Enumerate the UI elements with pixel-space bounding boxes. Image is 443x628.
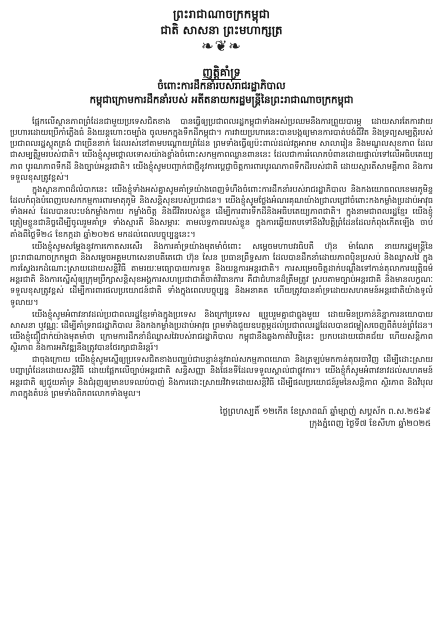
ornament-divider: ❧❦❧ [201,37,242,55]
document-type-label: ញត្តិគាំទ្រ [202,66,241,79]
body-paragraph: ផ្អែកលើស្ថានភាពព្រំដែនជាមួយប្រទេសជិតខាង បានធ្វើឲ្យប្រជាពលរដ្ឋកម្ពុជាទាំងអស់ប្រឈមនឹងការព្រួយបារម្ភ ដោយសារតែការវាយប្រហារដោយប្រើកាំភ្លើងធំ និងយន្តហោះចម្បាំង ចូលមកក្នុងទឹកដីកម្ពុជា។ ការវាយប្រហារនេះបានបង្កឲ្យមានការបាត់បង់ជីវិត និងទ្រព្យសម្បត្តិរបស់ប្រជាពលរដ្ឋស្លូតត្រង់ ជាច្រើននាក់ ដែលរស់នៅតាមបណ្តោយព្រំដែន ព្រមទាំងធ្វើឲ្យប៉ះពាល់ដល់វត្តអារាម សាលារៀន និងមណ្ឌលសុខភាព ដែលជាសម្បត្តិរួមរបស់ជាតិ។ យើងខ្ញុំសូមថ្កោលទោសយ៉ាងខ្លាំងចំពោះសកម្មភាពឈ្លានពាននេះ ដែលជាការរំលោភបំពានដោយផ្ទាល់ទៅលើអធិបតេយ្យភាព បូរណភាពទឹកដី និងច្បាប់អន្តរជាតិ។ យើងខ្ញុំសូមបញ្ជាក់ជាថ្មីនូវការប្តេជ្ញាចិត្តការពារបូរណភាពទឹកដីរបស់ជាតិ ដោយស្មារតីសាមគ្គីភាព និងការទទួលខុសត្រូវខ្ពស់។ [10,116,433,182]
document-body [10,116,433,399]
lunar-date: ថ្ងៃព្រហស្បតិ៍ ១២កើត ខែស្រាពណ៍ ឆ្នាំម្សាញ់ សប្តស័ក ព.ស.២៥៦៩ [219,405,431,416]
document-heading [10,65,433,108]
body-paragraph: ជាចុងក្រោយ យើងខ្ញុំសូមស្នើឲ្យប្រទេសជិតខាងបញ្ឈប់ជាបន្ទាន់នូវរាល់សកម្មភាពយោធា និងត្រឡប់មកកាន់តុចរចាវិញ ដើម្បីដោះស្រាយបញ្ហាព្រំដែនដោយសន្តិវិធី ដោយផ្អែកលើច្បាប់អន្តរជាតិ សន្ធិសញ្ញា និងផែនទីដែលទទួលស្គាល់ជាផ្លូវការ។ យើងខ្ញុំក៏សូមអំពាវនាវដល់សហគមន៍អន្តរជាតិ ឲ្យជួយគាំទ្រ និងជំរុញឲ្យមានបទឈប់បាញ់ និងការដោះស្រាយវិវាទដោយសន្តិវិធី ដើម្បីផលប្រយោជន៍រួមនៃសន្តិភាព ស្ថិរភាព និងវិបុលភាពក្នុងតំបន់ ព្រមទាំងពិភពលោកទាំងមូល។ [10,354,433,398]
body-paragraph: យើងខ្ញុំសូមអំពាវនាវដល់ប្រជាពលរដ្ឋខ្មែរទាំងក្នុងប្រទេស និងក្រៅប្រទេស ឲ្យរួបរួមគ្នាជាធ្លុងមួយ ដោយមិនប្រកាន់និន្នាការនយោបាយ សាសនា ឬវណ្ណៈ ដើម្បីគាំទ្ររាជរដ្ឋាភិបាល និងកងកម្លាំងប្រដាប់អាវុធ ព្រមទាំងជួយឧបត្ថម្ភដល់ប្រជាពលរដ្ឋដែលបានជម្លៀសចេញពីតំបន់ព្រំដែន។ យើងខ្ញុំជឿជាក់យ៉ាងមុតមាំថា ក្រោមការដឹកនាំដ៏ឈ្លាសវៃរបស់រាជរដ្ឋាភិបាល កម្ពុជានឹងឆ្លងកាត់វិបត្តិនេះ ប្រកបដោយជោគជ័យ ហើយសន្តិភាព ស្ថិរភាព និងការអភិវឌ្ឍនឹងត្រូវបានថែរក្សាជានិរន្តរ៍។ [10,308,433,353]
document-type [10,65,433,80]
body-paragraph: ក្នុងស្ថានភាពដ៏លំបាកនេះ យើងខ្ញុំទាំងអស់គ្នាសូមគាំទ្រយ៉ាងពេញទំហឹងចំពោះការដឹកនាំរបស់រាជរដ្ឋាភិបាល និងកងយោធពលខេមរភូមិន្ទ ដែលកំពុងបំពេញបេសកកម្មការពារមាតុភូមិ និងសន្តិសុខរបស់ប្រជាជន។ យើងខ្ញុំសូមថ្លែងអំណរគុណយ៉ាងជ្រាលជ្រៅចំពោះកងកម្លាំងប្រដាប់អាវុធទាំងអស់ ដែលបានលះបង់កម្លាំងកាយ កម្លាំងចិត្ត និងជីវិតរបស់ខ្លួន ដើម្បីការពារទឹកដីនិងអធិបតេយ្យភាពជាតិ។ ក្នុងនាមជាពលរដ្ឋខ្មែរ យើងខ្ញុំត្រៀមខ្លួនជានិច្ចដើម្បីចូលរួមគាំទ្រ ទាំងស្មារតី និងសម្ភារៈ តាមលទ្ធភាពរបស់ខ្លួន ក្នុងការឆ្លើយតបទៅនឹងវិបត្តិព្រំដែនដែលកំពុងកើតឡើង ចាប់តាំងពីថ្ងៃទី២៤ ខែកក្កដា ឆ្នាំ២០២៥ មកដល់ពេលបច្ចុប្បន្ននេះ។ [10,183,433,239]
date-block [10,405,433,429]
body-paragraph: យើងខ្ញុំសូមសម្តែងនូវការកោតសរសើរ និងការគាំទ្រយ៉ាងមុតមាំចំពោះ សម្តេចមហាបវរធិបតី ហ៊ុន ម៉ាណែត នាយករដ្ឋមន្ត្រីនៃព្រះរាជាណាចក្រកម្ពុជា និងសម្តេចអគ្គមហាសេនាបតីតេជោ ហ៊ុន សែន ប្រធានព្រឹទ្ធសភា ដែលបានដឹកនាំដោយភាពប៉ិនប្រសប់ និងឈ្លាសវៃ ក្នុងការស្វែងរកដំណោះស្រាយដោយសន្តិវិធី តាមរយៈមធ្យោបាយការទូត និងយន្តការអន្តរជាតិ។ ការសម្រេចចិត្តដាក់បណ្តឹងទៅកាន់តុលាការយុត្តិធម៌អន្តរជាតិ និងការស្នើសុំឲ្យក្រុមប្រឹក្សាសន្តិសុខអង្គការសហប្រជាជាតិចាត់វិធានការ គឺជាជំហានដ៏ត្រឹមត្រូវ ស្របតាមច្បាប់អន្តរជាតិ និងមានលក្ខណៈទទួលខុសត្រូវខ្ពស់ ដើម្បីការពារផលប្រយោជន៍ជាតិ ទាំងក្នុងពេលបច្ចុប្បន្ន និងអនាគត ហើយត្រូវបានគាំទ្រដោយសហគមន៍អន្តរជាតិយ៉ាងទូលំទូលាយ។ [10,240,433,307]
national-motto: ជាតិ សាសនា ព្រះមហាក្សត្រ [160,23,283,37]
document-title-line-1: ចំពោះការដឹកនាំរបស់រាជរដ្ឋាភិបាល [157,81,286,92]
kingdom-title: ព្រះរាជាណាចក្រកម្ពុជា [172,7,271,21]
document-title-line-2: កម្ពុជាក្រោមការដឹកនាំរបស់ អតីតនាយករដ្ឋមន្ត្រីនៃព្រះរាជាណាចក្រកម្ពុជា [89,95,354,106]
letterhead [10,6,433,53]
solar-date: ក្រុងភ្នំពេញ ថ្ងៃទី៧ ខែសីហា ឆ្នាំ២០២៥ [309,417,431,428]
